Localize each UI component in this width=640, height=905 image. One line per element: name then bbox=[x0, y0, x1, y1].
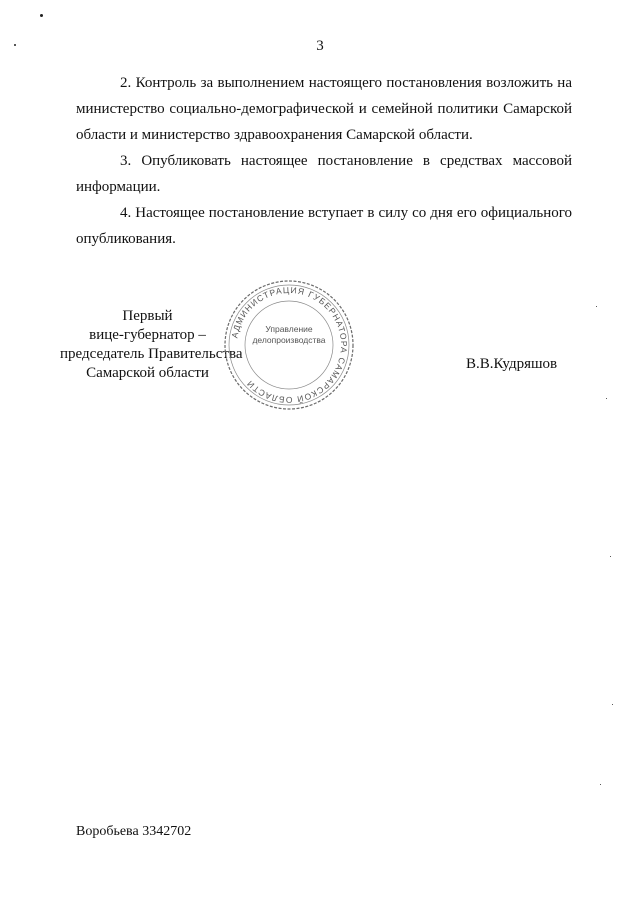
paragraph-item-2 bbox=[76, 70, 572, 148]
paragraph-item-4 bbox=[76, 200, 572, 252]
scan-speck bbox=[612, 704, 613, 705]
signatory-position-line: Первый bbox=[122, 308, 173, 324]
page-number: 3 bbox=[316, 38, 324, 54]
scan-speck bbox=[600, 784, 601, 785]
scan-speck bbox=[610, 556, 611, 557]
scan-speck bbox=[606, 398, 607, 399]
scan-speck bbox=[40, 14, 43, 17]
official-stamp bbox=[222, 278, 356, 412]
signatory-position-line: Самарской области bbox=[86, 365, 209, 381]
stamp-outer-text: АДМИНИСТРАЦИЯ ГУБЕРНАТОРА САМАРСКОЙ ОБЛАСТИ bbox=[229, 284, 350, 406]
scan-speck bbox=[596, 306, 597, 307]
paragraph-item-2-text: 2. Контроль за выполнением настоящего постановления возложить на министерство социально-демографической и семейной политики Самарской области и министерство здравоохранения Самарской области. bbox=[76, 75, 572, 143]
paragraph-item-4-text: 4. Настоящее постановление вступает в силу со дня его официального опубликования. bbox=[76, 205, 572, 247]
stamp-inner-text: Управление делопроизводства bbox=[252, 324, 326, 345]
signatory-position-line: вице-губернатор – bbox=[89, 327, 206, 343]
paragraph-item-3 bbox=[76, 148, 572, 200]
author-contact: Воробьева 3342702 bbox=[76, 824, 192, 839]
signatory-position-line: председатель Правительства bbox=[60, 346, 243, 362]
signatory-name: В.В.Кудряшов bbox=[466, 356, 558, 372]
paragraph-item-3-text: 3. Опубликовать настоящее постановление в средствах массовой информации. bbox=[76, 153, 572, 195]
signatory-position bbox=[60, 307, 243, 383]
